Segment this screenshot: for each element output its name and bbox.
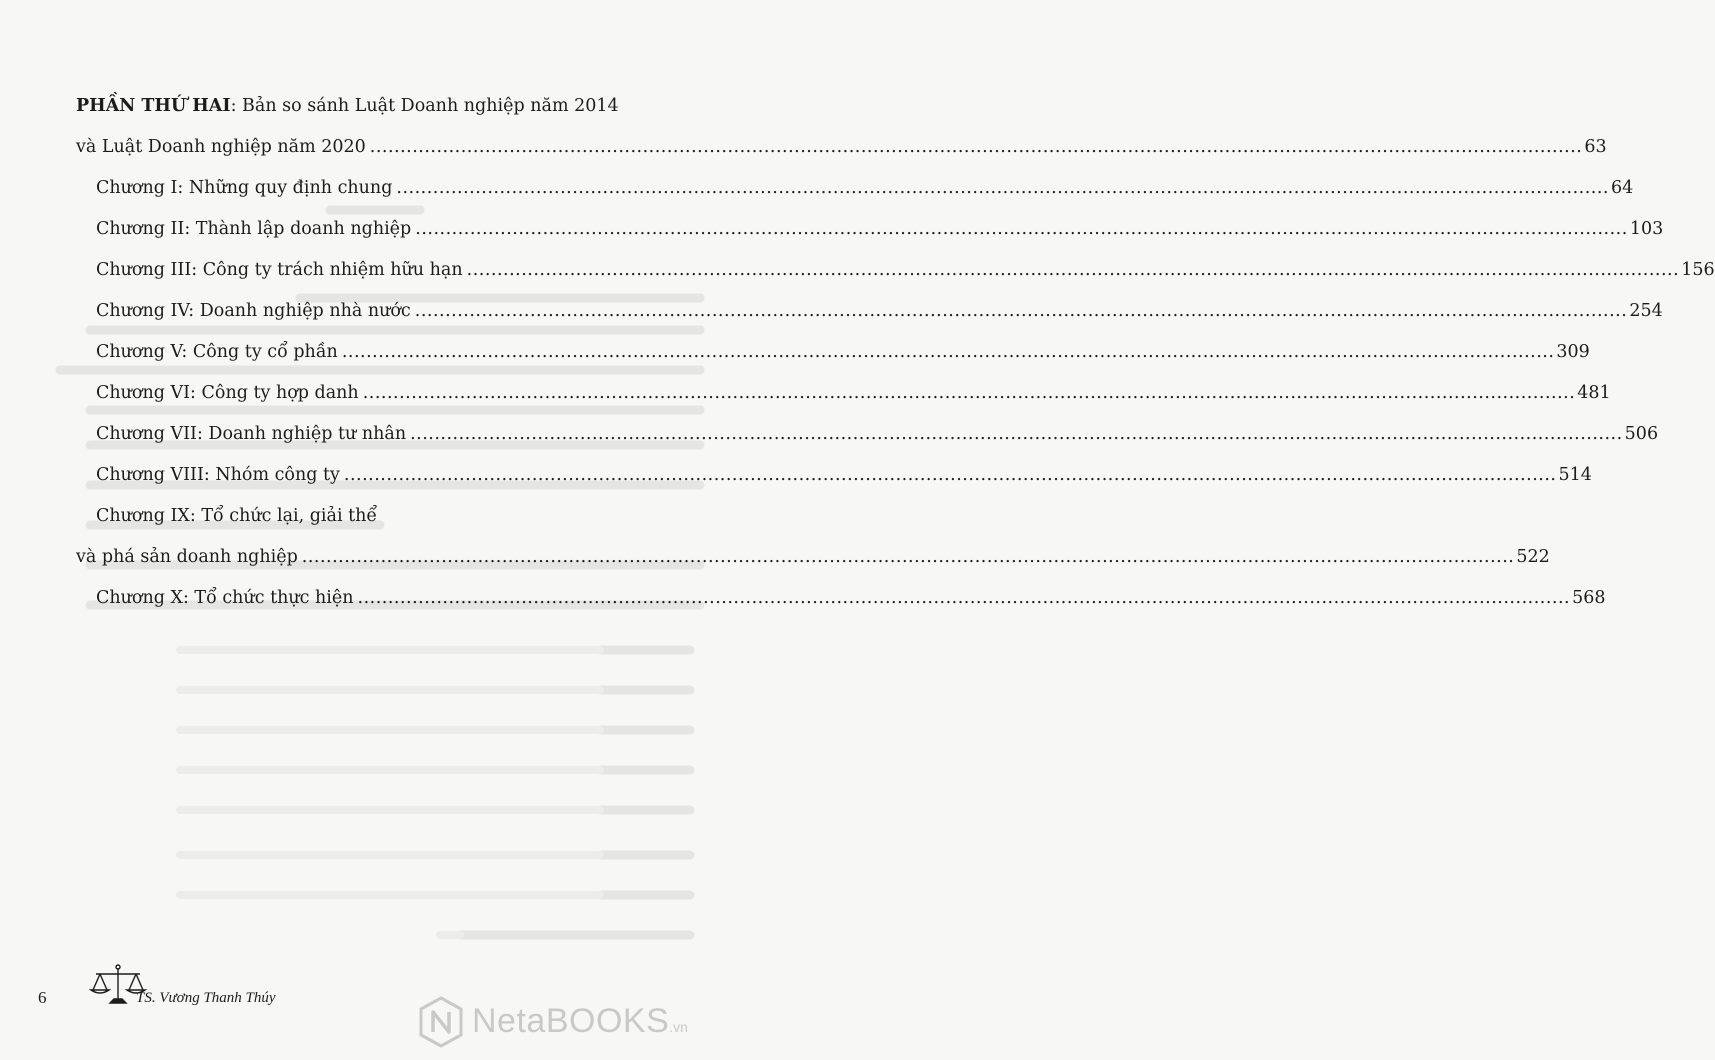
page-number: 156 xyxy=(1681,260,1715,280)
page-number: 254 xyxy=(1629,301,1663,321)
chapter-label: Chương X: Tổ chức thực hiện xyxy=(96,588,354,608)
leader-dots: ........................................................................................................................................................................................................ xyxy=(343,465,1557,485)
watermark-text xyxy=(472,1002,688,1041)
chapter-label: Chương I: Những quy định chung xyxy=(96,178,393,198)
toc-entry xyxy=(76,578,1606,619)
leader-dots: ........................................................................................................................................................................................................ xyxy=(341,342,1555,362)
toc-entry xyxy=(76,291,1663,332)
part-title-line2: và Luật Doanh nghiệp năm 2020 xyxy=(76,137,366,157)
page-number: 103 xyxy=(1629,219,1664,239)
toc-entry-chapter-ix xyxy=(76,537,1550,578)
chapter-label: Chương VI: Công ty hợp danh xyxy=(96,383,359,403)
leader-dots: ........................................................................................................................................................................................................ xyxy=(362,383,1576,403)
leader-dots: ........................................................................................................................................................................................................ xyxy=(466,260,1680,280)
leader-dots: ........................................................................................................................................................................................................ xyxy=(410,424,1623,444)
watermark-tld: .vn xyxy=(669,1019,688,1035)
page-number: 63 xyxy=(1584,137,1607,157)
chapter-label: Chương III: Công ty trách nhiệm hữu hạn xyxy=(96,260,463,280)
leader-dots: ........................................................................................................................................................................................................ xyxy=(357,588,1571,608)
netabooks-watermark xyxy=(418,996,698,1050)
part-title-line1: : Bản so sánh Luật Doanh nghiệp năm 2014 xyxy=(230,96,619,116)
leader-dots: ........................................................................................................................................................................................................ xyxy=(415,219,1628,239)
toc-entry xyxy=(76,373,1611,414)
page-number: 506 xyxy=(1624,424,1659,444)
page-number: 514 xyxy=(1558,465,1592,485)
page-number: 481 xyxy=(1577,383,1611,403)
leader-dots: ........................................................................................................................................................................................................ xyxy=(301,547,1515,567)
page-number: 522 xyxy=(1516,547,1550,567)
page-number: 309 xyxy=(1556,342,1590,362)
watermark-brand: NetaBOOKS xyxy=(472,1002,670,1040)
chapter-label: Chương VII: Doanh nghiệp tư nhân xyxy=(96,424,407,444)
toc-entry xyxy=(76,250,1715,291)
chapter-label: Chương VIII: Nhóm công ty xyxy=(96,465,340,485)
toc-entry xyxy=(76,168,1634,209)
toc-entry xyxy=(76,455,1592,496)
toc-entry-part-two xyxy=(76,127,1607,168)
toc-entry xyxy=(76,332,1590,373)
leader-dots: ........................................................................................................................................................................................................ xyxy=(396,178,1609,198)
leader-dots: ........................................................................................................................................................................................................ xyxy=(369,137,1583,157)
part-two-heading xyxy=(76,86,660,127)
toc-entry xyxy=(76,209,1664,250)
table-of-contents xyxy=(76,86,1715,619)
leader-dots: ........................................................................................................................................................................................................ xyxy=(414,301,1628,321)
page-number: 64 xyxy=(1610,178,1634,198)
page-number: 568 xyxy=(1572,588,1606,608)
toc-entry xyxy=(76,414,1659,455)
chapter-label-continued: và phá sản doanh nghiệp xyxy=(76,547,298,567)
part-label: PHẦN THỨ HAI xyxy=(76,96,231,116)
chapter-label: Chương II: Thành lập doanh nghiệp xyxy=(96,219,412,239)
toc-entry-chapter-ix-line1 xyxy=(76,496,660,537)
author-name: TS. Vương Thanh Thúy xyxy=(136,990,276,1006)
chapter-label: Chương IX: Tổ chức lại, giải thể xyxy=(96,506,378,526)
neta-hexagon-logo-icon xyxy=(418,996,464,1048)
footer-page-number: 6 xyxy=(38,988,47,1007)
chapter-label: Chương V: Công ty cổ phần xyxy=(96,342,338,362)
chapter-label: Chương IV: Doanh nghiệp nhà nước xyxy=(96,301,411,321)
